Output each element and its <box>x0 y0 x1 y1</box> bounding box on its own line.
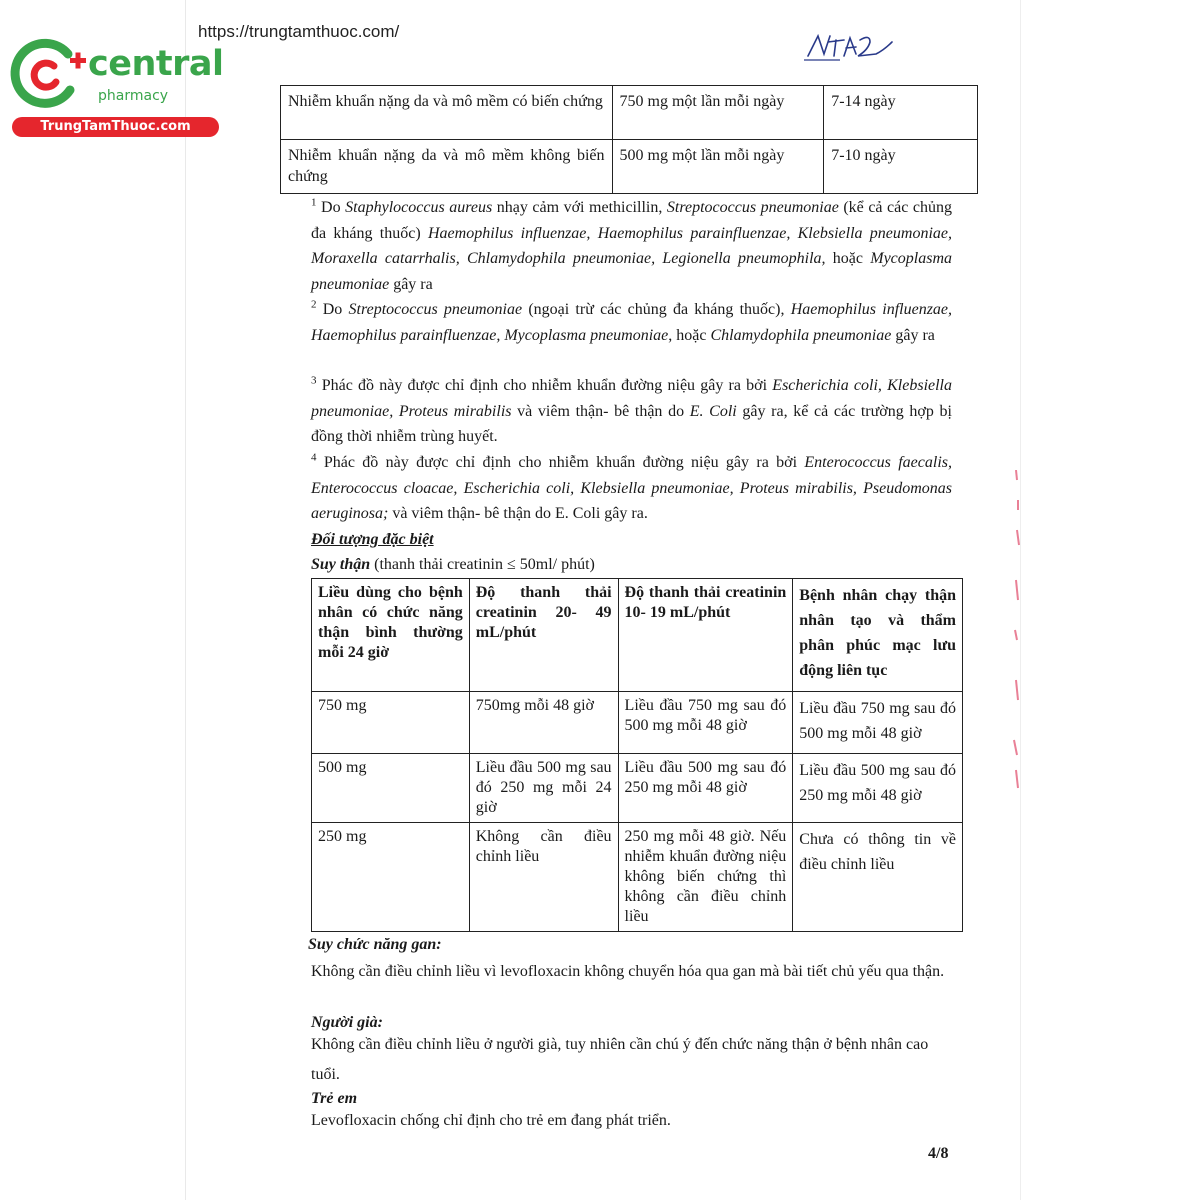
logo-mark-icon <box>10 38 90 110</box>
page-edge <box>185 0 186 1200</box>
hepatic-heading: Suy chức năng gan: <box>308 936 442 953</box>
brand-site-pill: TrungTamThuoc.com <box>12 117 219 137</box>
table-cell: Chưa có thông tin về điều chỉnh liều <box>793 823 963 932</box>
special-groups-heading: Đối tượng đặc biệt <box>311 531 434 548</box>
pharmacy-logo <box>10 38 224 138</box>
table-cell: Liều đầu 750 mg sau đó 500 mg mỗi 48 giờ <box>793 692 963 754</box>
table-header-row <box>312 579 963 692</box>
dosing-table-continued <box>280 85 978 194</box>
duration-cell: 7-10 ngày <box>824 140 978 194</box>
column-header: Độ thanh thải creatinin 20- 49 mL/phút <box>469 579 618 692</box>
dose-cell: 750 mg một lần mỗi ngày <box>612 86 824 140</box>
footnote-1: $^1$ Do Staphylococcus aureus nhạy cảm với methicillin, Streptococcus pneumoniae (kể cả các chủng đa kháng thuốc) Haemophilus influenzae, Haemophilus parainfluenzae, Klebsiella pneumoniae, Moraxella catarrhalis, Chlamydophila pneumoniae, Legionella pneumophila, hoặc Mycoplasma pneumoniae gây ra <box>311 196 953 293</box>
dose-cell: 500 mg một lần mỗi ngày <box>612 140 824 194</box>
children-heading: Trẻ em <box>311 1090 358 1107</box>
table-row <box>281 86 978 140</box>
brand-name: central <box>88 44 224 84</box>
handwritten-signature <box>800 28 900 73</box>
duration-cell: 7-14 ngày <box>824 86 978 140</box>
table-row <box>281 140 978 194</box>
children-text: Levofloxacin chống chỉ định cho trẻ em đang phát triển. <box>311 1112 671 1129</box>
stamp-bleed-marks-icon <box>1008 470 1022 790</box>
hepatic-text: Không cần điều chỉnh liều vì levofloxacin không chuyển hóa qua gan mà bài tiết chủ yếu qua thận. <box>311 963 945 980</box>
column-header: Liều dùng cho bệnh nhân có chức năng thận bình thường mỗi 24 giờ <box>312 579 470 692</box>
footnote-4: $^4$ Phác đồ này được chỉ định cho nhiễm khuẩn đường niệu gây ra bởi Enterococcus faecalis, Enterococcus cloacae, Escherichia coli, Klebsiella pneumoniae, Proteus mirabilis, Pseudomonas aeruginosa; và viêm thận- bê thận do E. Coli gây ra. <box>311 451 952 522</box>
table-cell: Liều đầu 500 mg sau đó 250 mg mỗi 48 giờ <box>618 754 793 823</box>
indication-cell: Nhiễm khuẩn nặng da và mô mềm không biến chứng <box>281 140 613 194</box>
indication-cell: Nhiễm khuẩn nặng da và mô mềm có biến chứng <box>281 86 613 140</box>
page-number: 4/8 <box>928 1145 949 1162</box>
signature-scribble-icon <box>800 28 900 68</box>
source-url[interactable]: https://trungtamthuoc.com/ <box>198 22 400 41</box>
table-row <box>312 692 963 754</box>
column-header: Độ thanh thải creatinin 10- 19 mL/phút <box>618 579 793 692</box>
footnote-3: $^3$ Phác đồ này được chỉ định cho nhiễm khuẩn đường niệu gây ra bởi Escherichia coli, Klebsiella pneumoniae, Proteus mirabilis và viêm thận- bê thận do E. Coli gây ra, kể cả các trường hợp bị đồng thời nhiễm trùng huyết. <box>311 374 952 445</box>
table-cell: Liều đầu 500 mg sau đó 250 mg mỗi 48 giờ <box>793 754 963 823</box>
left-margin <box>0 0 185 1200</box>
elderly-text: Không cần điều chỉnh liều ở người già, tuy nhiên cần chú ý đến chức năng thận ở bệnh nhân cao tuổi. <box>311 1036 929 1083</box>
footnote-2: $^2$ Do Streptococcus pneumoniae (ngoại trừ các chủng đa kháng thuốc), Haemophilus influenzae, Haemophilus parainfluenzae, Mycoplasma pneumoniae, hoặc Chlamydophila pneumoniae gây ra <box>311 298 953 344</box>
table-cell: 250 mg <box>312 823 470 932</box>
table-cell: 750mg mỗi 48 giờ <box>469 692 618 754</box>
column-header: Bệnh nhân chạy thận nhân tạo và thẩm phân phúc mạc lưu động liên tục <box>793 579 963 692</box>
table-cell: 750 mg <box>312 692 470 754</box>
table-row <box>312 823 963 932</box>
brand-subtitle: pharmacy <box>98 88 169 104</box>
elderly-heading: Người già: <box>311 1014 383 1031</box>
table-cell: 500 mg <box>312 754 470 823</box>
table-cell: Liều đầu 500 mg sau đó 250 mg mỗi 24 giờ <box>469 754 618 823</box>
table-row <box>312 754 963 823</box>
table-cell: Không cần điều chỉnh liều <box>469 823 618 932</box>
table-cell: 250 mg mỗi 48 giờ. Nếu nhiễm khuẩn đường niệu không biến chứng thì không cần điều chỉnh liều <box>618 823 793 932</box>
renal-dosing-table <box>311 578 963 932</box>
table-cell: Liều đầu 750 mg sau đó 500 mg mỗi 48 giờ <box>618 692 793 754</box>
renal-heading: Suy thận (thanh thải creatinin ≤ 50ml/ phút) <box>311 556 595 573</box>
